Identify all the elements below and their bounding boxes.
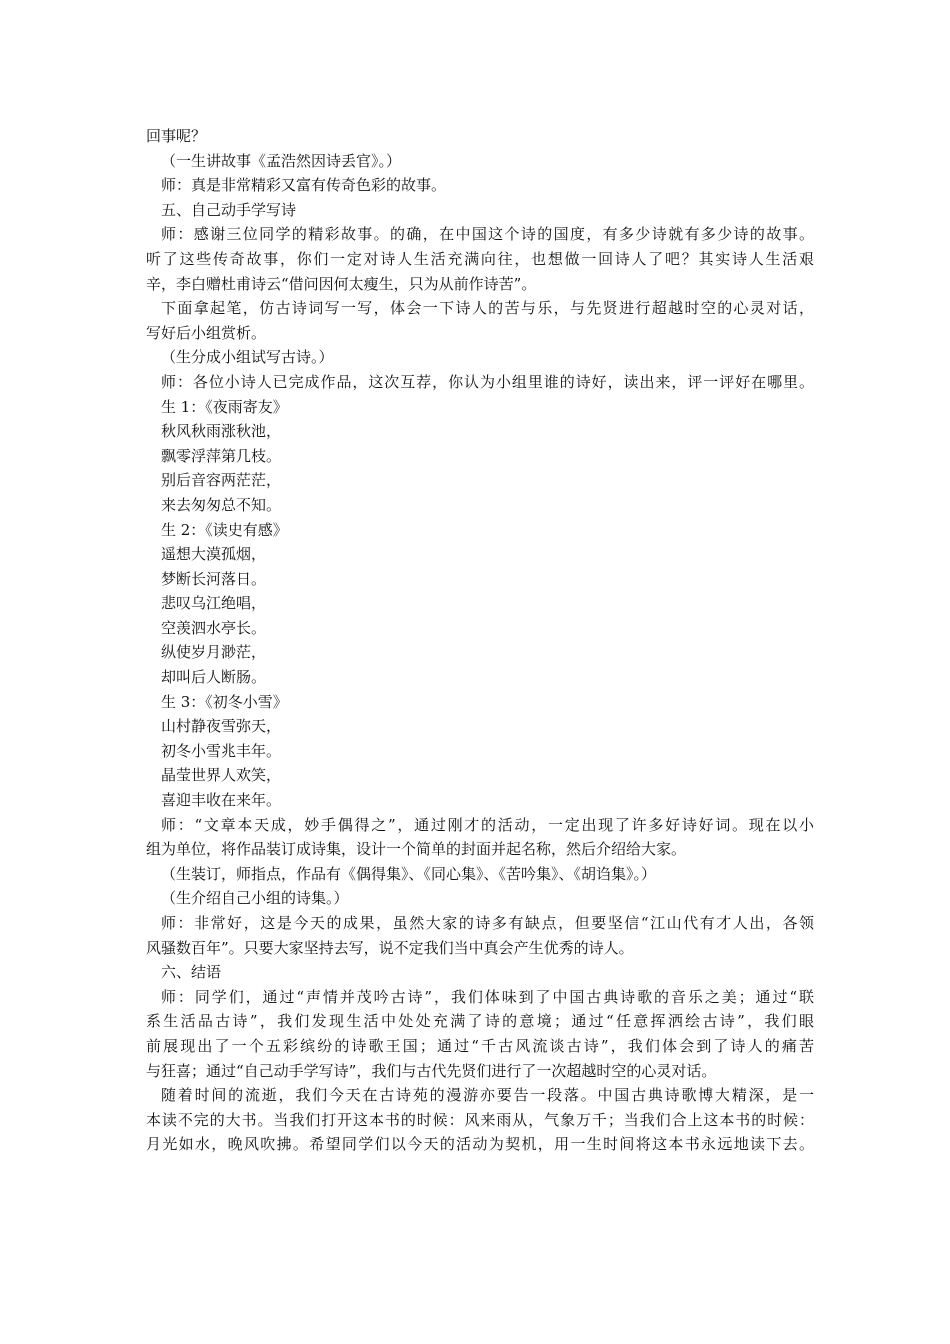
text-line: 来去匆匆总不知。	[161, 495, 282, 514]
text-line: 写好后小组赏析。	[146, 323, 267, 342]
text-line: 生 1：《夜雨寄友》	[161, 397, 288, 416]
text-line: 回事呢？	[146, 127, 207, 145]
text-line: 五、自己动手学写诗	[161, 200, 297, 219]
text-line: 师：非常好，这是今天的成果，虽然大家的诗多有缺点，但要坚信“江山代有才人出，各领	[161, 914, 814, 932]
text-line: 别后音容两茫茫，	[161, 471, 282, 490]
text-line: 本读不完的大书。当我们打开这本书的时候：风来雨从，气象万千；当我们合上这本书的时候：	[146, 1110, 814, 1129]
text-line: 秋风秋雨涨秋池，	[161, 422, 282, 441]
text-line: 师：同学们，通过“声情并茂吟古诗”，我们体味到了中国古典诗歌的音乐之美；通过“联	[161, 987, 814, 1006]
text-line: （生介绍自己小组的诗集。）	[161, 889, 349, 908]
text-line: （生装订，师指点，作品有《偶得集》、《同心集》、《苦吟集》、《胡诌集》。）	[161, 864, 657, 883]
text-line: 生 2：《读史有感》	[161, 520, 288, 539]
text-line: 师：“文章本天成，妙手偶得之”，通过刚才的活动，一定出现了许多好诗好词。现在以小	[161, 815, 814, 834]
text-line: 喜迎丰收在来年。	[161, 791, 282, 810]
text-line: 下面拿起笔，仿古诗词写一写，体会一下诗人的苦与乐，与先贤进行超越时空的心灵对话，	[161, 299, 814, 318]
text-line: 组为单位，将作品装订成诗集，设计一个简单的封面并起名称，然后介绍给大家。	[146, 840, 687, 859]
text-line: 山村静夜雪弥天，	[161, 717, 282, 736]
text-line: 飘零浮萍第几枝。	[161, 446, 282, 465]
text-line: 与狂喜；通过“自己动手学写诗”，我们与古代先贤们进行了一次超越时空的心灵对话。	[146, 1061, 717, 1080]
text-line: 月光如水，晚风吹拂。希望同学们以今天的活动为契机，用一生时间将这本书永远地读下去。	[146, 1135, 814, 1154]
text-line: 随着时间的流逝，我们今天在古诗苑的漫游亦要告一段落。中国古典诗歌博大精深，是一	[161, 1086, 814, 1105]
text-line: 纵使岁月渺茫，	[161, 643, 267, 662]
text-line: 师：真是非常精彩又富有传奇色彩的故事。	[161, 176, 447, 195]
text-line: 师：各位小诗人已完成作品，这次互荐，你认为小组里谁的诗好，读出来，评一评好在哪里。	[161, 372, 814, 391]
text-line: 悲叹乌江绝唱，	[161, 594, 267, 613]
text-line: 生 3：《初冬小雪》	[161, 692, 288, 711]
text-line: 梦断长河落日。	[161, 569, 267, 588]
text-line: 初冬小雪兆丰年。	[161, 741, 282, 760]
text-line: （一生讲故事《孟浩然因诗丢官》。）	[161, 151, 402, 170]
text-line: 前展现出了一个五彩缤纷的诗歌王国；通过“千古风流谈古诗”，我们体会到了诗人的痛苦	[146, 1036, 814, 1055]
text-line: 系生活品古诗”，我们发现生活中处处充满了诗的意境；通过“任意挥洒绘古诗”，我们眼	[146, 1012, 814, 1031]
text-line: 晶莹世界人欢笑，	[161, 766, 282, 785]
text-line: 风骚数百年”。只要大家坚持去写，说不定我们当中真会产生优秀的诗人。	[146, 938, 634, 957]
text-line: 遥想大漠孤烟，	[161, 545, 267, 564]
text-line: 听了这些传奇故事，你们一定对诗人生活充满向往，也想做一回诗人了吧？其实诗人生活艰	[146, 249, 814, 268]
document-page	[146, 124, 814, 1157]
text-line: 六、结语	[161, 963, 222, 982]
text-line: 空羡泗水亭长。	[161, 618, 267, 637]
text-line: 师：感谢三位同学的精彩故事。的确，在中国这个诗的国度，有多少诗就有多少诗的故事。	[161, 225, 814, 244]
text-line: （生分成小组试写古诗。）	[161, 348, 334, 367]
text-line: 辛，李白赠杜甫诗云“借问因何太瘦生，只为从前作诗苦”。	[146, 274, 537, 293]
text-line: 却叫后人断肠。	[161, 668, 267, 687]
